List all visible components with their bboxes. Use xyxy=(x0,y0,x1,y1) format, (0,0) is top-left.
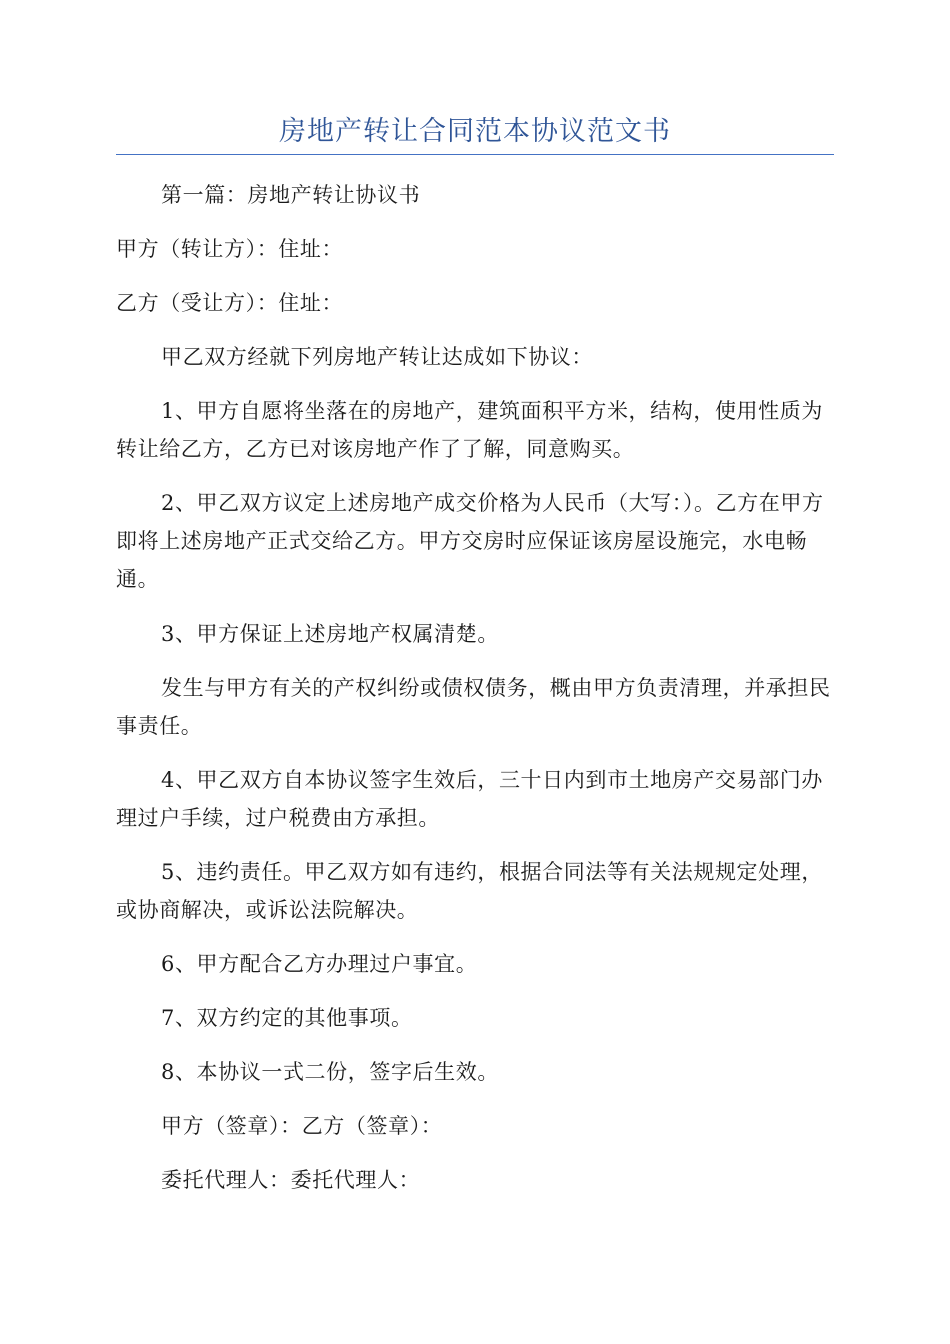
clause-6: 6、甲方配合乙方办理过户事宜。 xyxy=(161,952,478,976)
clause-2: 2、甲乙双方议定上述房地产成交价格为人民币（大写：）。乙方在甲方即将上述房地产正式交给乙方。甲方交房时应保证该房屋设施完，水电畅通。 xyxy=(116,491,824,591)
party-a-line: 甲方（转让方）：住址： xyxy=(116,237,344,261)
clause-3: 3、甲方保证上述房地产权属清楚。 xyxy=(161,622,499,646)
clause-7: 7、双方约定的其他事项。 xyxy=(161,1006,413,1030)
clause-1: 1、甲方自愿将坐落在的房地产，建筑面积平方米，结构，使用性质为转让给乙方，乙方已对该房地产作了了解，同意购买。 xyxy=(116,399,823,461)
clause-4: 4、甲乙双方自本协议签字生效后，三十日内到市土地房产交易部门办理过户手续，过户税费由方承担。 xyxy=(116,768,823,830)
party-b-line: 乙方（受让方）：住址： xyxy=(116,291,344,315)
document-title: 房地产转让合同范本协议范文书 xyxy=(279,116,671,147)
clause-8: 8、本协议一式二份，签字后生效。 xyxy=(161,1060,499,1084)
section-heading: 第一篇：房地产转让协议书 xyxy=(161,183,421,207)
title-underline xyxy=(116,154,834,155)
clause-5: 5、违约责任。甲乙双方如有违约，根据合同法等有关法规规定处理，或协商解决，或诉讼法院解决。 xyxy=(116,860,823,922)
signature-line: 甲方（签章）：乙方（签章）： xyxy=(161,1114,443,1138)
clause-3-detail: 发生与甲方有关的产权纠纷或债权债务，概由甲方负责清理，并承担民事责任。 xyxy=(116,676,831,738)
agreement-intro: 甲乙双方经就下列房地产转让达成如下协议： xyxy=(161,345,593,369)
agent-line: 委托代理人：委托代理人： xyxy=(161,1168,421,1192)
